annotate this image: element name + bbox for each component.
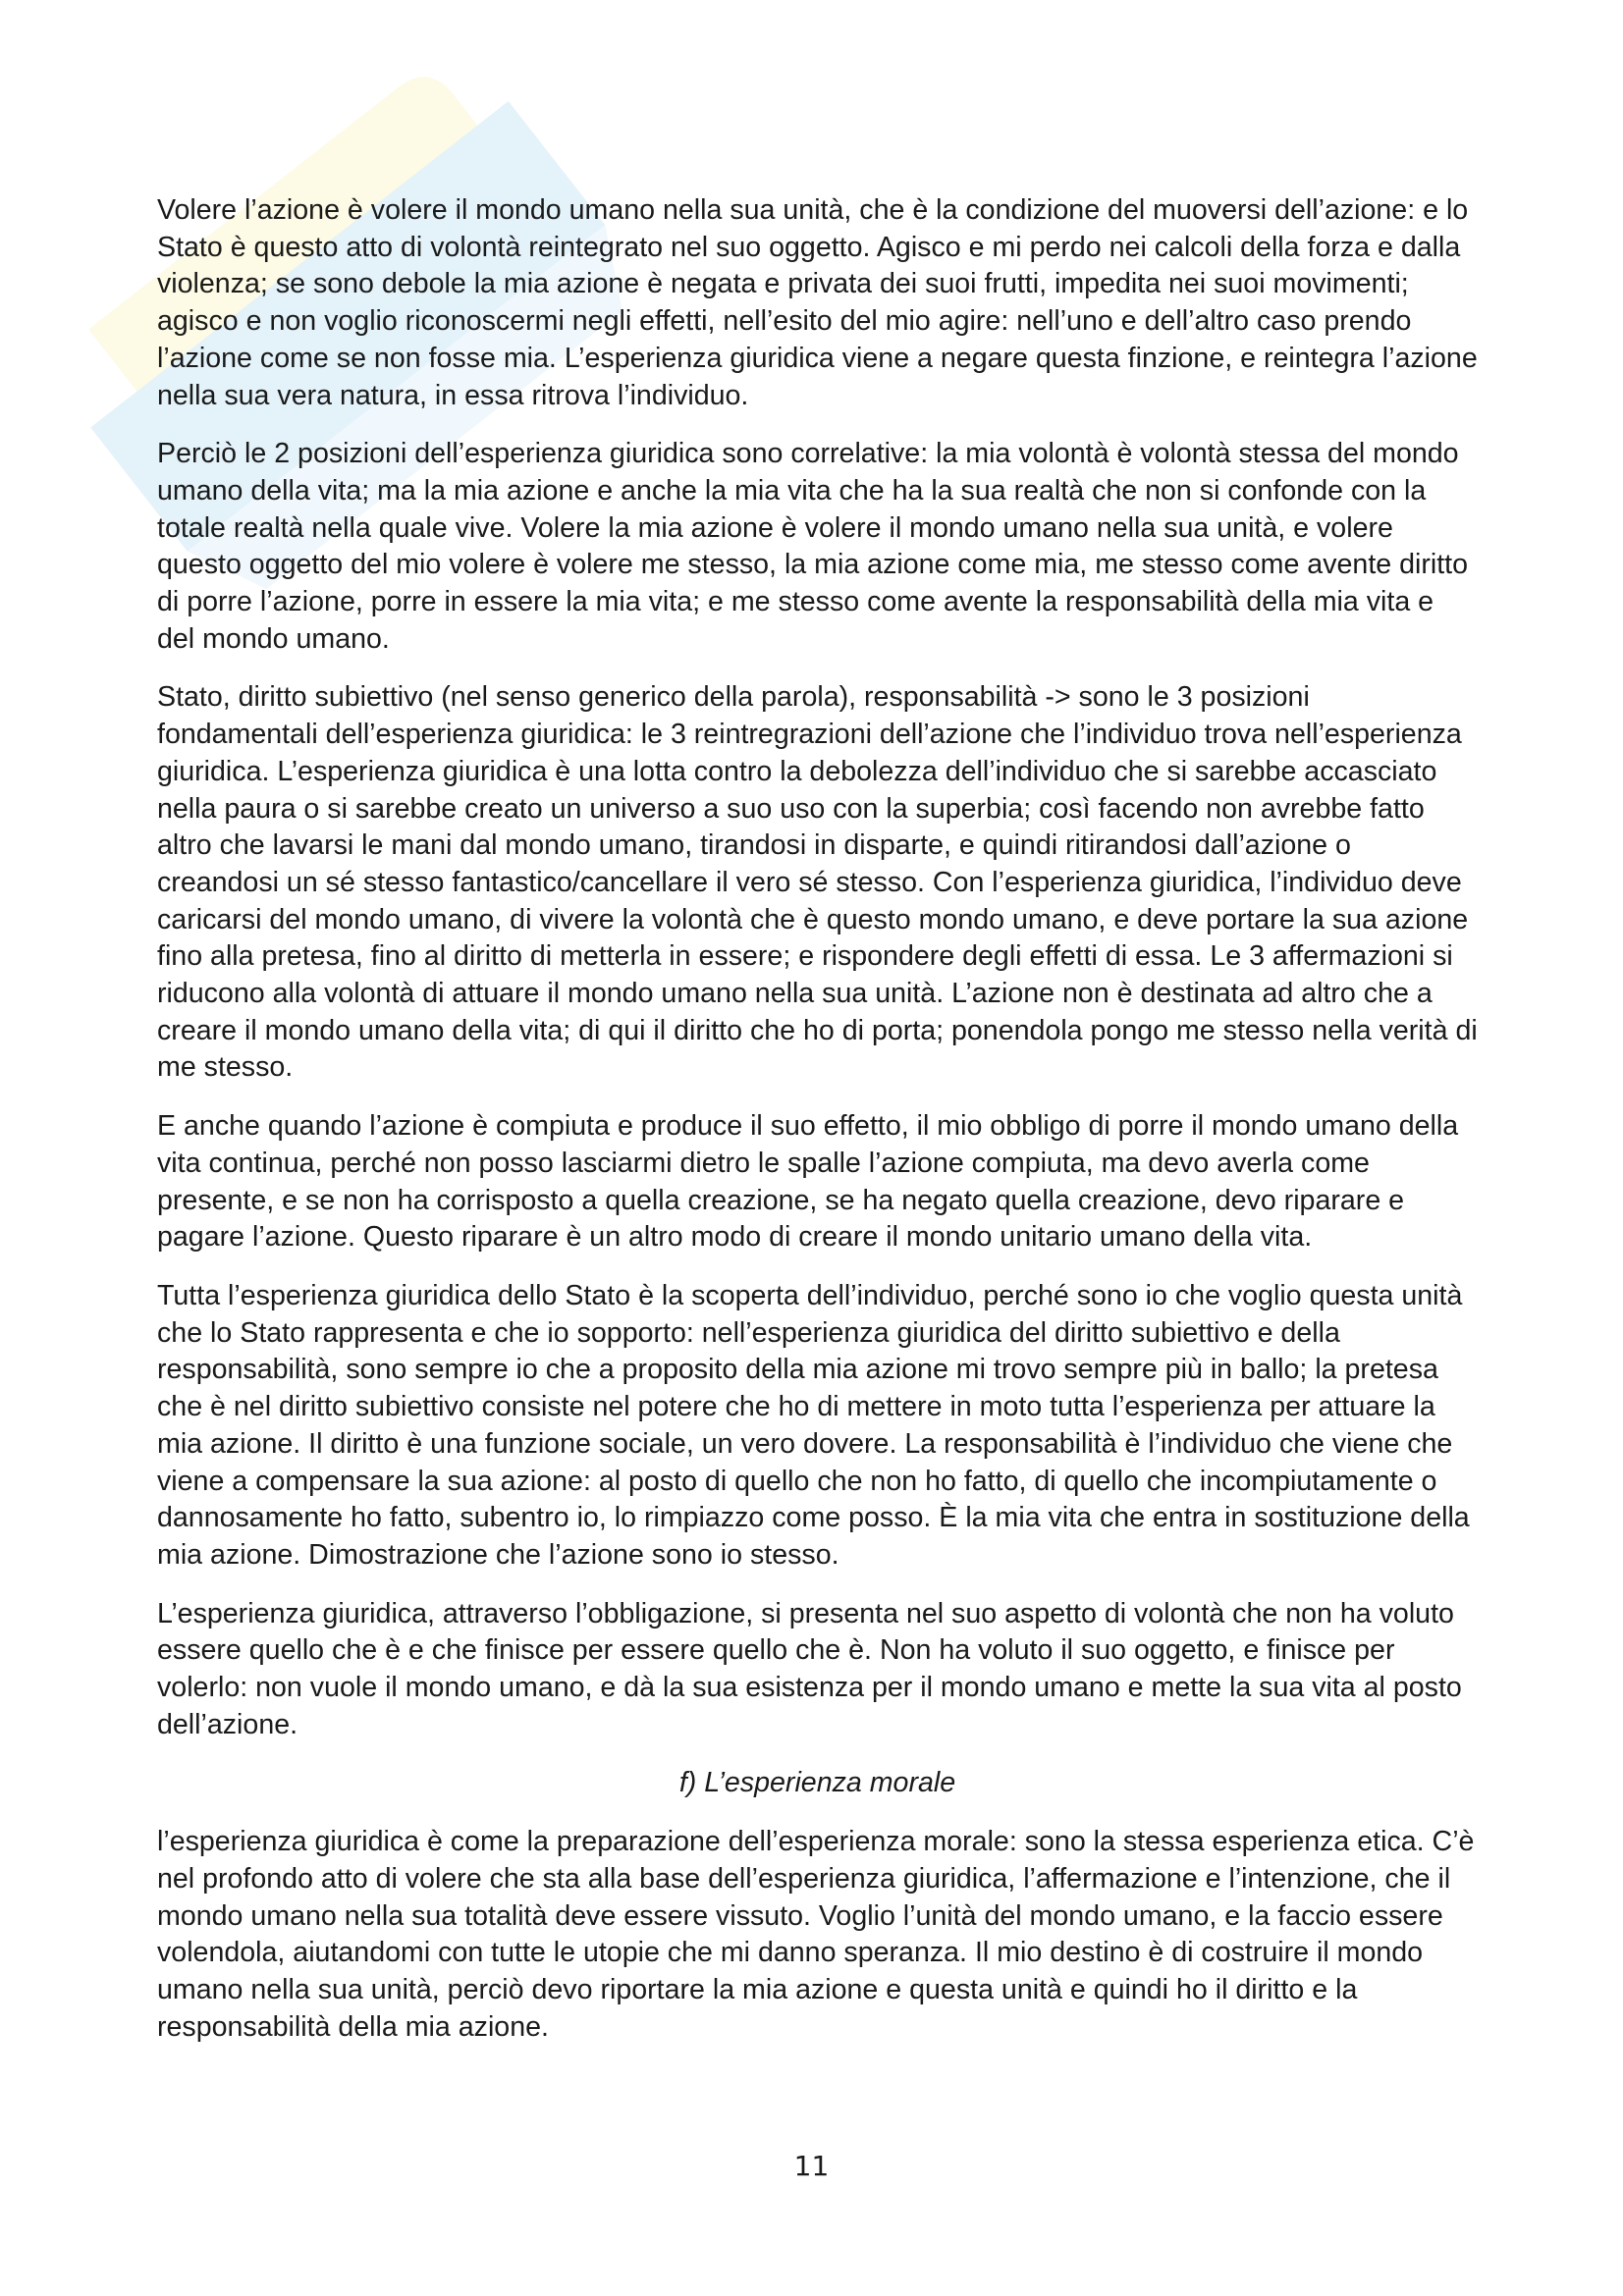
paragraph-1: Volere l’azione è volere il mondo umano nella sua unità, che è la condizione del muoversi dell’azione: e lo Stato è questo atto di volontà reintegrato nel suo oggetto. Agisco e mi perdo nei calcoli della forza e dalla violenza; se sono debole la mia azione è negata e privata dei suoi frutti, impedita nei suoi movimenti; agisco e non voglio riconoscermi negli effetti, nell’esito del mio agire: nell’uno e dell’altro caso prendo l’azione come se non fosse mia. L’esperienza giuridica viene a negare questa finzione, e reintegra l’azione nella sua vera natura, in essa ritrova l’individuo. <box>157 194 1478 411</box>
section-heading: f) L’esperienza morale <box>678 1767 956 1799</box>
document-body <box>157 192 1478 2067</box>
paragraph-6: L’esperienza giuridica, attraverso l’obbligazione, si presenta nel suo aspetto di volontà che non ha voluto essere quello che è e che finisce per essere quello che è. Non ha voluto il suo oggetto, e finisce per volerlo: non vuole il mondo umano, e dà la sua esistenza per il mondo umano e mette la sua vita al posto dell’azione. <box>157 1597 1462 1740</box>
paragraph-5: Tutta l’esperienza giuridica dello Stato è la scoperta dell’individuo, perché sono io che voglio questa unità che lo Stato rappresenta e che io sopporto: nell’esperienza giuridica del diritto subiettivo e della responsabilità, sono sempre io che a proposito della mia azione mi trovo sempre più in ballo; la pretesa che è nel diritto subiettivo consiste nel potere che ho di mettere in moto tutta l’esperienza per attuare la mia azione. Il diritto è una funzione sociale, un vero dovere. La responsabilità è l’individuo che viene che viene a compensare la sua azione: al posto di quello che non ho fatto, di quello che incompiutamente o dannosamente ho fatto, subentro io, lo rimpiazzo come posso. È la mia vita che entra in sostituzione della mia azione. Dimostrazione che l’azione sono io stesso. <box>157 1279 1470 1571</box>
page-number: 11 <box>793 2150 830 2182</box>
paragraph-3: Stato, diritto subiettivo (nel senso generico della parola), responsabilità -> sono le 3 posizioni fondamentali dell’esperienza giuridica: le 3 reintregrazioni dell’azione che l’individuo trova nell’esperienza giuridica. L’esperienza giuridica è una lotta contro la debolezza dell’individuo che si sarebbe accasciato nella paura o si sarebbe creato un universo a suo uso con la superbia; così facendo non avrebbe fatto altro che lavarsi le mani dal mondo umano, tirandosi in disparte, e quindi ritirandosi dall’azione o creandosi un sé stesso fantastico/cancellare il vero sé stesso. Con l’esperienza giuridica, l’individuo deve caricarsi del mondo umano, di vivere la volontà che è questo mondo umano, e deve portare la sua azione fino alla pretesa, fino al diritto di metterla in essere; e rispondere degli effetti di essa. Le 3 affermazioni si riducono alla volontà di attuare il mondo umano nella sua unità. L’azione non è destinata ad altro che a creare il mondo umano della vita; di qui il diritto che ho di porta; ponendola pongo me stesso nella verità di me stesso. <box>157 681 1478 1084</box>
paragraph-final: l’esperienza giuridica è come la preparazione dell’esperienza morale: sono la stessa esperienza etica. C’è nel profondo atto di volere che sta alla base dell’esperienza giuridica, l’affermazione e l’intenzione, che il mondo umano nella sua totalità deve essere vissuto. Voglio l’unità del mondo umano, e la faccio essere volendola, aiutandomi con tutte le utopie che mi danno speranza. Il mio destino è di costruire il mondo umano nella sua unità, perciò devo riportare la mia azione e questa unità e quindi ho il diritto e la responsabilità della mia azione. <box>157 1826 1475 2043</box>
paragraph-4: E anche quando l’azione è compiuta e produce il suo effetto, il mio obbligo di porre il mondo umano della vita continua, perché non posso lasciarmi dietro le spalle l’azione compiuta, ma devo averla come presente, e se non ha corrisposto a quella creazione, se ha negato quella creazione, devo riparare e pagare l’azione. Questo riparare è un altro modo di creare il mondo unitario umano della vita. <box>157 1110 1459 1254</box>
paragraph-2: Perciò le 2 posizioni dell’esperienza giuridica sono correlative: la mia volontà è volontà stessa del mondo umano della vita; ma la mia azione e anche la mia vita che ha la sua realtà che non si confonde con la totale realtà nella quale vive. Volere la mia azione è volere il mondo umano nella sua unità, e volere questo oggetto del mio volere è volere me stesso, la mia azione come mia, me stesso come avente diritto di porre l’azione, porre in essere la mia vita; e me stesso come avente la responsabilità della mia vita e del mondo umano. <box>157 438 1469 655</box>
